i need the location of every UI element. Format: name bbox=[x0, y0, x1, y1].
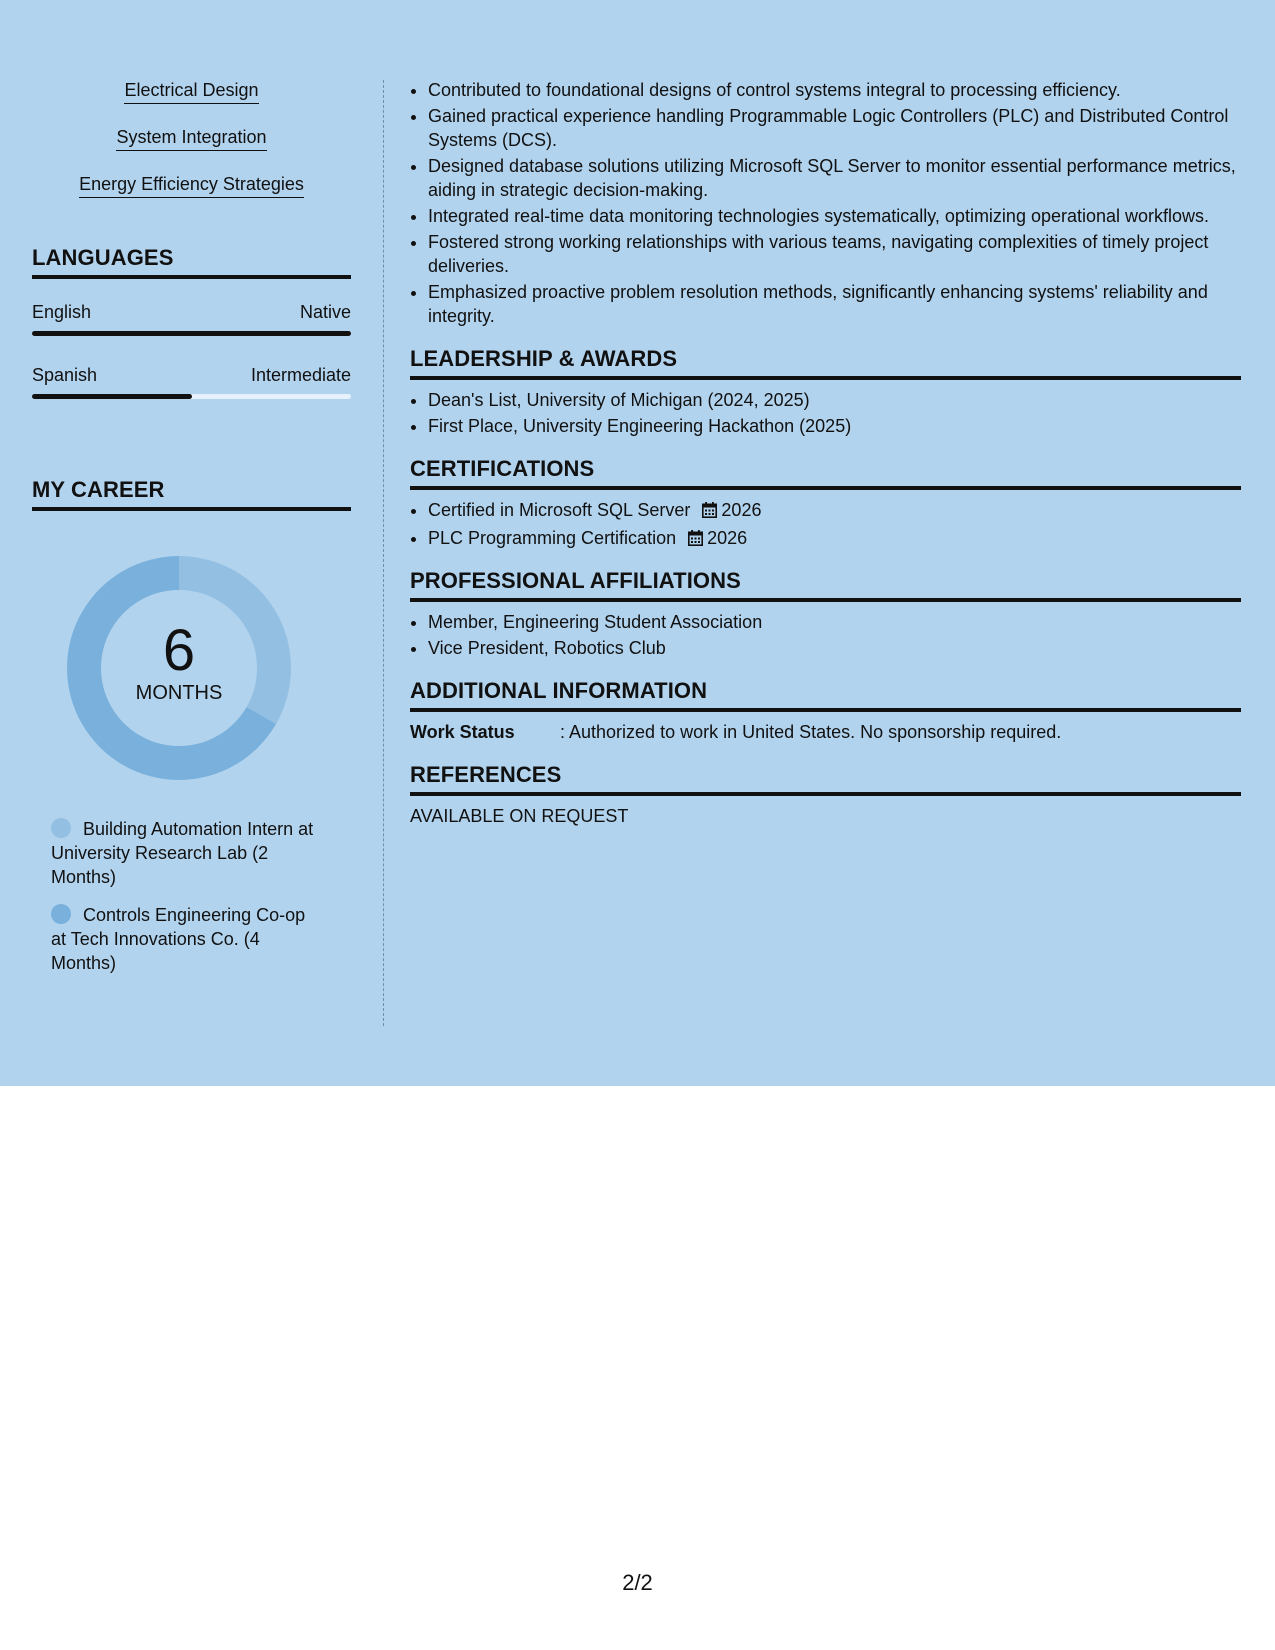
affiliation-item: • Vice President, Robotics Club bbox=[428, 636, 1241, 660]
career-section bbox=[32, 477, 351, 975]
calendar-icon bbox=[688, 530, 703, 546]
additional-info-title: ADDITIONAL INFORMATION bbox=[410, 678, 1241, 712]
work-status-row bbox=[410, 720, 1241, 744]
experience-bullet: • Contributed to foundational designs of control systems integral to processing efficiency. bbox=[428, 78, 1241, 102]
leadership-list bbox=[410, 388, 1241, 438]
donut-center bbox=[64, 553, 294, 783]
language-proficiency-bar bbox=[32, 331, 351, 336]
additional-info-section bbox=[410, 678, 1241, 744]
column-divider bbox=[383, 80, 384, 1026]
legend-dot bbox=[51, 904, 71, 924]
experience-bullet: • Designed database solutions utilizing Microsoft SQL Server to monitor essential performance metrics, aiding in strategic decision-making. bbox=[428, 154, 1241, 202]
legend-item bbox=[51, 817, 321, 889]
language-item bbox=[32, 301, 351, 336]
references-title: REFERENCES bbox=[410, 762, 1241, 796]
skill-label: Electrical Design bbox=[124, 78, 258, 104]
leadership-item: • Dean's List, University of Michigan (2024, 2025) bbox=[428, 388, 1241, 412]
affiliations-list bbox=[410, 610, 1241, 660]
language-item bbox=[32, 364, 351, 399]
skill-label: System Integration bbox=[116, 125, 266, 151]
leadership-item: • First Place, University Engineering Hackathon (2025) bbox=[428, 414, 1241, 438]
language-proficiency-bar bbox=[32, 394, 351, 399]
certification-item bbox=[428, 526, 1241, 550]
career-legend bbox=[51, 817, 321, 975]
skill-label: Energy Efficiency Strategies bbox=[79, 172, 304, 198]
skill-item bbox=[32, 78, 351, 104]
career-title: MY CAREER bbox=[32, 477, 351, 511]
skill-item bbox=[32, 125, 351, 151]
work-status-label: Work Status bbox=[410, 722, 515, 742]
legend-dot bbox=[51, 818, 71, 838]
leadership-title: LEADERSHIP & AWARDS bbox=[410, 346, 1241, 380]
career-donut-chart bbox=[64, 553, 294, 783]
work-status-value: : Authorized to work in United States. No sponsorship required. bbox=[560, 722, 1062, 742]
right-column bbox=[410, 78, 1241, 827]
languages-section bbox=[32, 245, 351, 399]
language-proficiency-fill bbox=[32, 331, 351, 336]
certifications-title: CERTIFICATIONS bbox=[410, 456, 1241, 490]
experience-bullets bbox=[410, 78, 1241, 328]
experience-bullet: • Integrated real-time data monitoring technologies systematically, optimizing operational workflows. bbox=[428, 204, 1241, 228]
leadership-section bbox=[410, 346, 1241, 438]
certifications-section bbox=[410, 456, 1241, 550]
calendar-icon bbox=[702, 502, 717, 518]
experience-bullet: • Fostered strong working relationships with various teams, navigating complexities of timely project deliveries. bbox=[428, 230, 1241, 278]
skill-item bbox=[32, 172, 351, 198]
total-months-unit: MONTHS bbox=[135, 682, 223, 704]
page-number: 2/2 bbox=[622, 1570, 653, 1595]
total-months-number: 6 bbox=[162, 618, 196, 683]
experience-bullet: • Emphasized proactive problem resolution methods, significantly enhancing systems' reliability and integrity. bbox=[428, 280, 1241, 328]
certification-name: Certified in Microsoft SQL Server bbox=[428, 500, 691, 520]
certifications-list bbox=[410, 498, 1241, 550]
certification-name: PLC Programming Certification bbox=[428, 528, 677, 548]
certification-year: 2026 bbox=[707, 528, 748, 548]
legend-label: Building Automation Intern at University Research Lab (2 Months) bbox=[51, 819, 314, 887]
language-level: Native bbox=[299, 302, 351, 322]
references-section bbox=[410, 762, 1241, 827]
languages-title: LANGUAGES bbox=[32, 245, 351, 279]
language-name: English bbox=[32, 302, 92, 322]
experience-bullet: • Gained practical experience handling Programmable Logic Controllers (PLC) and Distributed Control Systems (DCS). bbox=[428, 104, 1241, 152]
references-text: AVAILABLE ON REQUEST bbox=[410, 806, 629, 826]
certification-item bbox=[428, 498, 1241, 522]
left-column bbox=[32, 78, 351, 989]
legend-item bbox=[51, 903, 321, 975]
language-level: Intermediate bbox=[250, 365, 351, 385]
legend-label: Controls Engineering Co-op at Tech Innovations Co. (4 Months) bbox=[51, 905, 306, 973]
affiliations-section bbox=[410, 568, 1241, 660]
language-proficiency-fill bbox=[32, 394, 192, 399]
language-name: Spanish bbox=[32, 365, 98, 385]
skills-list bbox=[32, 78, 351, 198]
certification-year: 2026 bbox=[721, 500, 762, 520]
affiliations-title: PROFESSIONAL AFFILIATIONS bbox=[410, 568, 1241, 602]
affiliation-item: • Member, Engineering Student Association bbox=[428, 610, 1241, 634]
